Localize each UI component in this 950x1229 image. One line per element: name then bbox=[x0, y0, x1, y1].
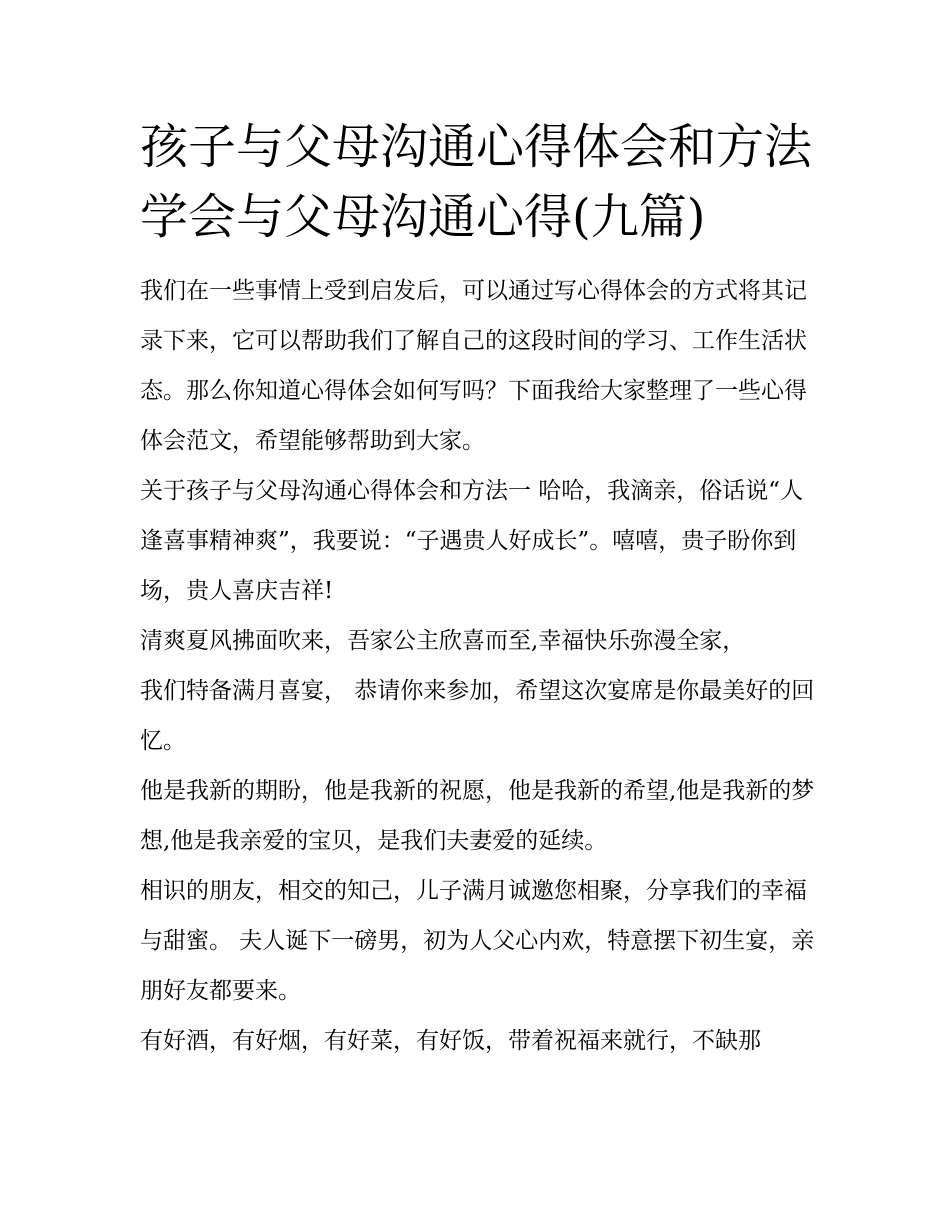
paragraph-summer-breeze: 清爽夏风拂面吹来，吾家公主欣喜而至,幸福快乐弥漫全家， 我们特备满月喜宴， 恭请你来参加，希望这次宴席是你最美好的回忆。 bbox=[140, 628, 815, 754]
paragraph-new-hope: 他是我新的期盼，他是我新的祝愿，他是我新的希望,他是我新的梦想,他是我亲爱的宝贝，是我们夫妻爱的延续。 bbox=[140, 778, 815, 854]
paragraph-good-wine: 有好酒，有好烟，有好菜，有好饭，带着祝福来就行，不缺那 bbox=[140, 1028, 761, 1054]
document-title: 孩子与父母沟通心得体会和方法 学会与父母沟通心得(九篇) bbox=[140, 119, 813, 245]
document-page bbox=[140, 112, 820, 1066]
paragraph-intro: 我们在一些事情上受到启发后，可以通过写心得体会的方式将其记录下来，它可以帮助我们了解自己的这段时间的学习、工作生活状态。那么你知道心得体会如何写吗？下面我给大家整理了一些心得体会范文，希望能够帮助到大家。 bbox=[140, 278, 807, 454]
paragraph-friends-invite: 相识的朋友，相交的知己，儿子满月诚邀您相聚，分享我们的幸福与甜蜜。 夫人诞下一磅男，初为人父心内欢，特意摆下初生宴，亲朋好友都要来。 bbox=[140, 878, 815, 1004]
paragraph-section-one: 关于孩子与父母沟通心得体会和方法一 哈哈，我滴亲，俗话说“人逢喜事精神爽”，我要说：“子遇贵人好成长”。嘻嘻，贵子盼你到场，贵人喜庆吉祥! bbox=[140, 478, 804, 604]
